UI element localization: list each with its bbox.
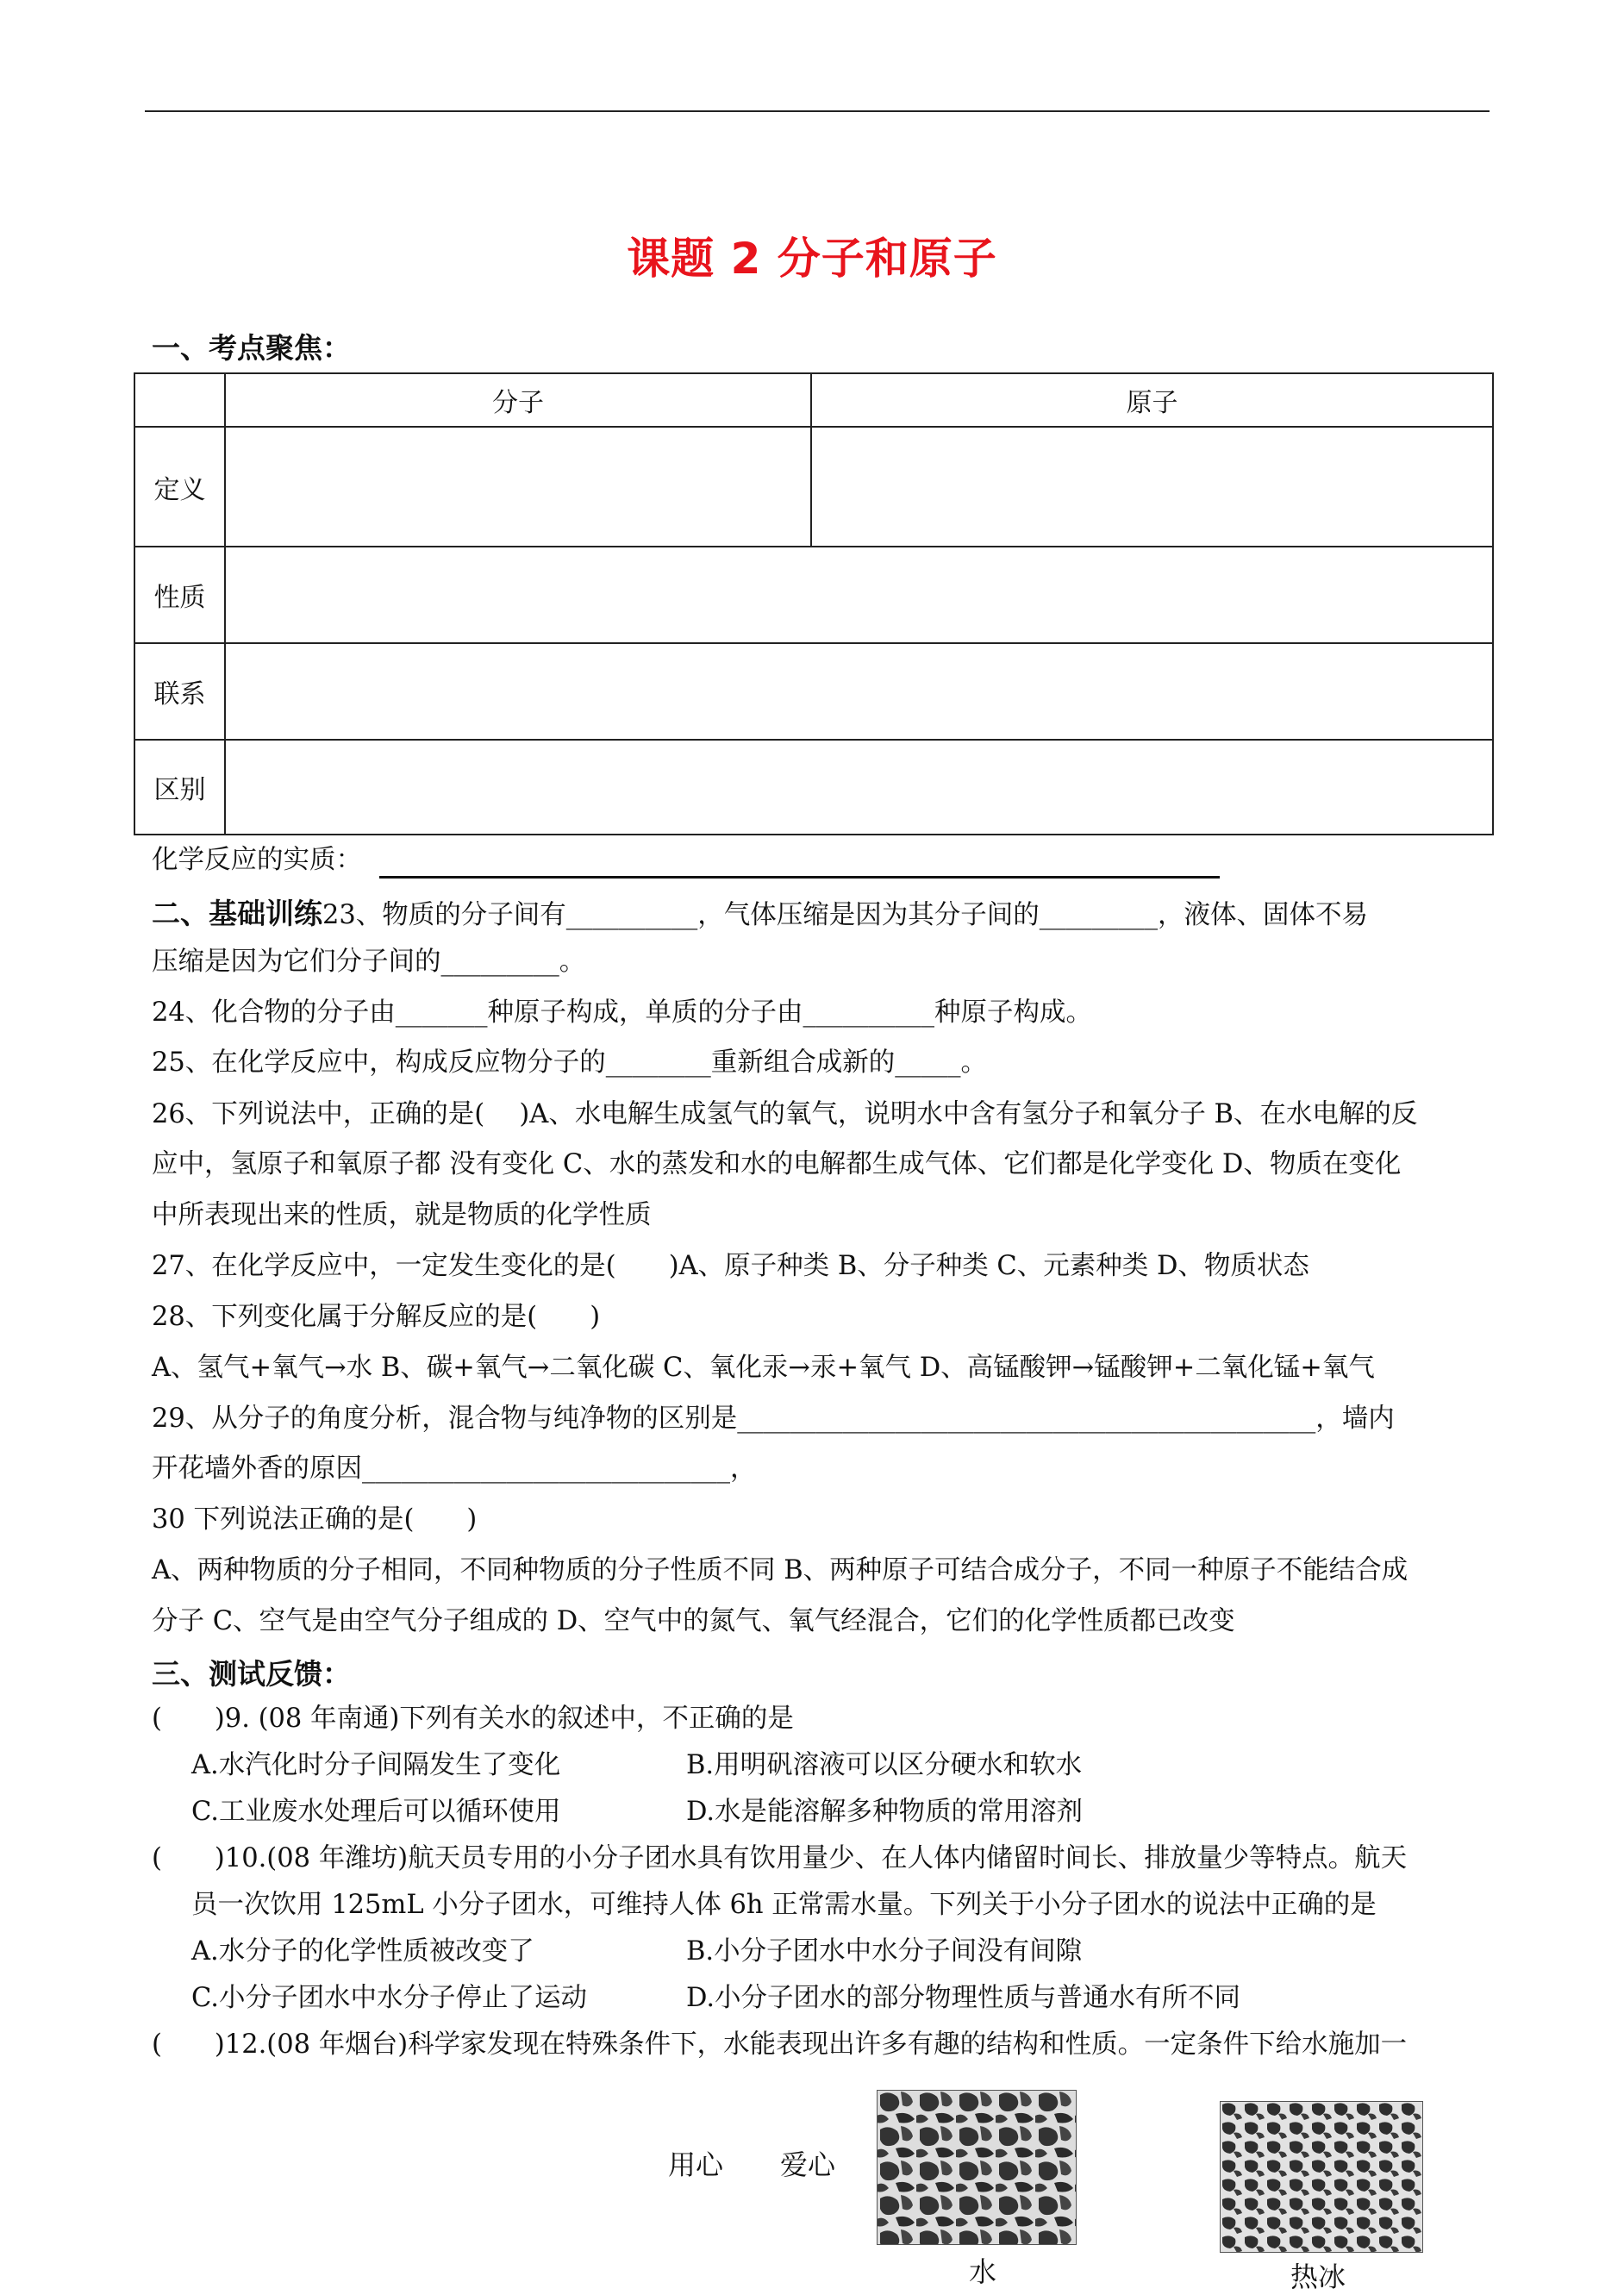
- question-9-option-d: D.水是能溶解多种物质的常用溶剂: [686, 1797, 1084, 1827]
- column-header-atom: 原子: [811, 373, 1493, 427]
- table-row: [134, 643, 1493, 740]
- question-23-line1: 23、物质的分子间有__________，气体压缩是因为其分子间的_________，液体、固体不易: [322, 900, 1369, 930]
- question-27: 27、在化学反应中，一定发生变化的是( )A、原子种类 B、分子种类 C、元素种类 D、物质状态: [152, 1251, 1309, 1281]
- question-10-option-b: B.小分子团水中水分子间没有间隙: [686, 1936, 1083, 1967]
- question-9: ( )9. (08 年南通)下列有关水的叙述中，不正确的是: [152, 1704, 794, 1734]
- relation-cell: [225, 643, 1493, 740]
- definition-atom-cell: [811, 427, 1493, 547]
- row-label-relation: 联系: [134, 643, 225, 740]
- row-label-definition: 定义: [134, 427, 225, 547]
- question-29-line2: 开花墙外香的原因____________________________，: [152, 1454, 757, 1484]
- difference-cell: [225, 740, 1493, 835]
- row-label-difference: 区别: [134, 740, 225, 835]
- hot-ice-caption: 热冰: [1290, 2261, 1346, 2293]
- table-row: [134, 740, 1493, 835]
- question-9-option-a: A.水汽化时分子间隔发生了变化: [191, 1750, 561, 1780]
- definition-molecule-cell: [225, 427, 811, 547]
- hot-ice-structure-image: [1220, 2101, 1423, 2256]
- question-9-option-b: B.用明矾溶液可以区分硬水和软水: [686, 1750, 1083, 1780]
- reaction-essence-blank: [379, 876, 1220, 879]
- table-row: [134, 427, 1493, 547]
- question-30-options-line2: 分子 C、空气是由空气分子组成的 D、空气中的氮气、氧气经混合，它们的化学性质都已改变: [152, 1606, 1235, 1636]
- question-30-options-line1: A、两种物质的分子相同，不同种物质的分子性质不同 B、两种原子可结合成分子，不同一种原子不能结合成: [152, 1555, 1409, 1585]
- question-28: 28、下列变化属于分解反应的是( ): [152, 1302, 601, 1332]
- section2-heading: 二、基础训练: [152, 897, 322, 930]
- section2-first-line: [152, 897, 1368, 932]
- page-title: 课题 2 分子和原子: [627, 234, 997, 284]
- section1-heading: 一、考点聚焦：: [152, 331, 351, 365]
- properties-cell: [225, 547, 1493, 643]
- question-25: 25、在化学反应中，构成反应物分子的________重新组合成新的_____。: [152, 1047, 988, 1078]
- question-9-option-c: C.工业废水处理后可以循环使用: [191, 1797, 561, 1827]
- table-header-row: [134, 373, 1493, 427]
- concept-table: [134, 372, 1494, 835]
- header-rule: [145, 110, 1490, 112]
- column-header-molecule: 分子: [225, 373, 811, 427]
- question-28-options: A、氢气+氧气→水 B、碳+氧气→二氧化碳 C、氧化汞→汞+氧气 D、高锰酸钾→锰酸钾+二氧化锰+氧气: [152, 1353, 1375, 1383]
- section3-heading: 三、测试反馈：: [152, 1657, 351, 1691]
- row-label-properties: 性质: [134, 547, 225, 643]
- question-10-line1: ( )10.(08 年潍坊)航天员专用的小分子团水具有饮用量少、在人体内储留时间长、排放量少等特点。航天: [152, 1843, 1408, 1873]
- footer-left-text: 用心: [668, 2148, 724, 2181]
- question-23-line2: 压缩是因为它们分子间的_________。: [152, 947, 586, 977]
- question-26-line2: 应中，氢原子和氧原子都 没有变化 C、水的蒸发和水的电解都生成气体、它们都是化学变化 D、物质在变化: [152, 1149, 1402, 1179]
- question-26-line1: 26、下列说法中，正确的是( )A、水电解生成氢气的氧气，说明水中含有氢分子和氧分子 B、在水电解的反: [152, 1099, 1418, 1129]
- question-10-option-c: C.小分子团水中水分子停止了运动: [191, 1983, 587, 2013]
- question-30: 30 下列说法正确的是( ): [152, 1504, 478, 1535]
- question-10-line2: 员一次饮用 125mL 小分子团水，可维持人体 6h 正常需水量。下列关于小分子团水的说法中正确的是: [191, 1890, 1377, 1920]
- question-10-option-a: A.水分子的化学性质被改变了: [191, 1936, 534, 1967]
- question-26-line3: 中所表现出来的性质，就是物质的化学性质: [152, 1200, 652, 1230]
- question-29-line1: 29、从分子的角度分析，混合物与纯净物的区别是____________________________________________，墙内: [152, 1404, 1395, 1434]
- water-caption: 水: [969, 2255, 997, 2288]
- water-structure-image: [877, 2090, 1077, 2248]
- question-24: 24、化合物的分子由_______种原子构成，单质的分子由__________种原子构成。: [152, 997, 1093, 1028]
- table-row: [134, 547, 1493, 643]
- reaction-essence-label: 化学反应的实质：: [152, 845, 362, 875]
- footer-right-text: 爱心: [780, 2148, 836, 2181]
- question-10-option-d: D.小分子团水的部分物理性质与普通水有所不同: [686, 1983, 1241, 2013]
- question-12-line1: ( )12.(08 年烟台)科学家发现在特殊条件下，水能表现出许多有趣的结构和性质。一定条件下给水施加一: [152, 2029, 1408, 2060]
- table-corner-cell: [134, 373, 225, 427]
